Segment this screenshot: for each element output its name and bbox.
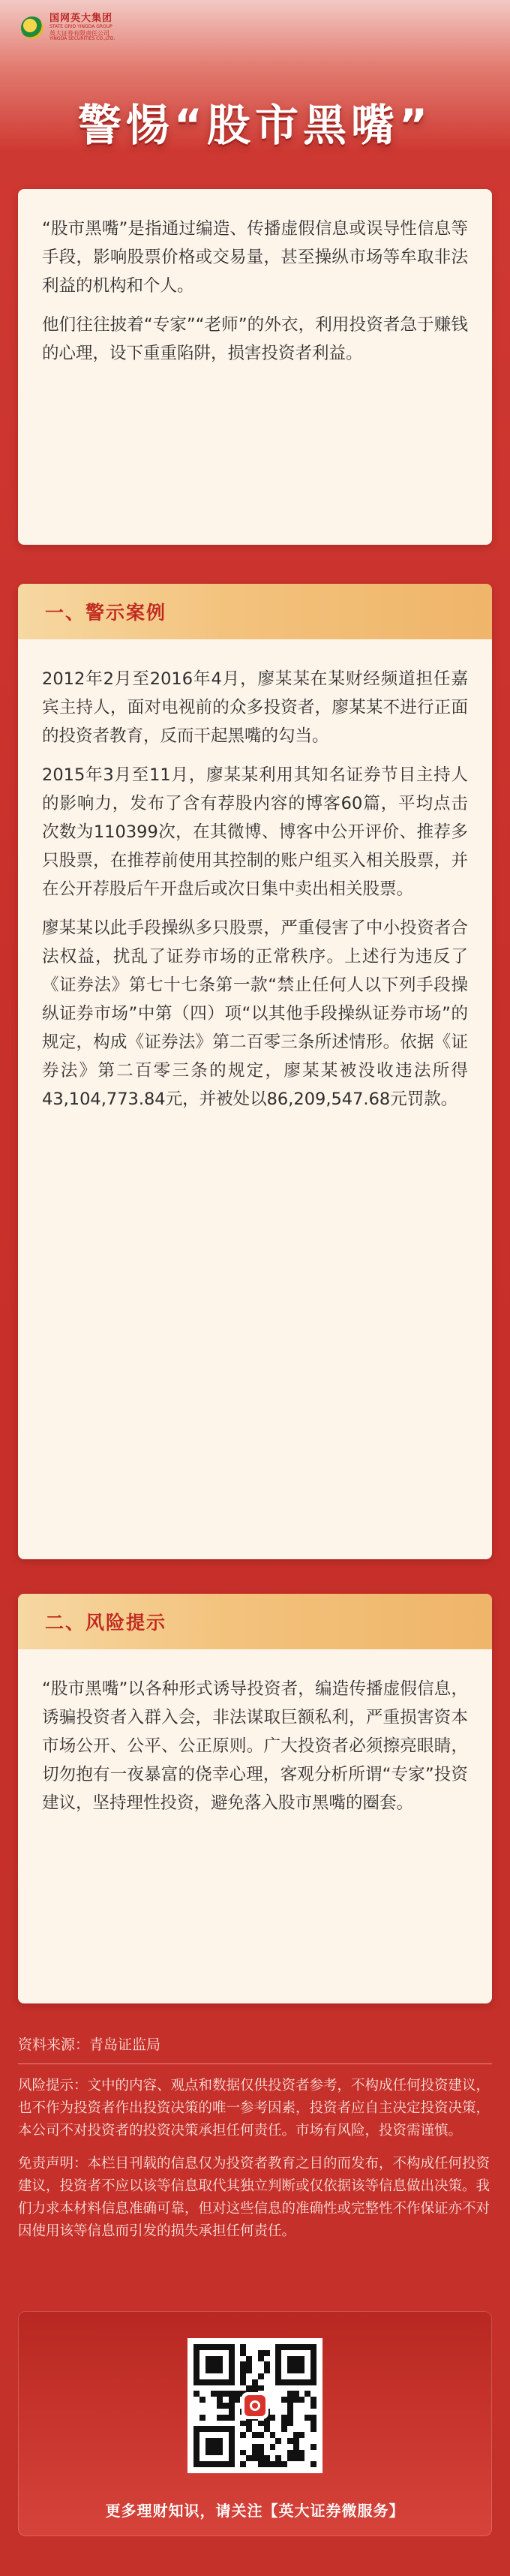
qr-center-logo-icon xyxy=(242,2392,268,2419)
risk-notice: 风险提示：文中的内容、观点和数据仅供投资者参考，不构成任何投资建议，也不作为投资者作出投资决策的唯一参考因素，投资者应自主决定投资决策，本公司不对投资者的投资决策承担任何责任。市场有风险，投资需谨慎。 xyxy=(18,2078,490,2139)
logo-company-name-en: YINGDA SECURITIES CO.,LTD. xyxy=(50,36,116,42)
risk-heading: 二、风险提示 xyxy=(18,1594,492,1649)
follow-prompt: 更多理财知识，请关注【英大证券微服务】 xyxy=(105,2502,405,2520)
company-logo xyxy=(21,14,115,42)
cases-heading: 一、警示案例 xyxy=(18,584,492,639)
case-paragraph: 廖某某以此手段操纵多只股票，严重侵害了中小投资者合法权益，扰乱了证券市场的正常秩序。上述行为违反了《证券法》第七十七条第一款“禁止任何人以下列手段操纵证券市场”中第（四）项“以其他手段操纵证券市场”的规定，构成《证券法》第二百零三条所述情形。依据《证券法》第二百零三条的规定，廖某某被没收违法所得43,104,773.84元，并被处以86,209,547.68元罚款。 xyxy=(42,918,468,1109)
case-paragraph: 2012年2月至2016年4月，廖某某在某财经频道担任嘉宾主持人，面对电视前的众多投资者，廖某某不进行正面的投资者教育，反而干起黑嘴的勾当。 xyxy=(42,669,468,746)
intro-card xyxy=(18,189,492,545)
risk-card xyxy=(18,1594,492,2003)
qr-panel xyxy=(18,2311,492,2536)
risk-paragraph: “股市黑嘴”以各种形式诱导投资者，编造传播虚假信息，诱骗投资者入群入会，非法谋取巨额私利，严重损害资本市场公开、公平、公正原则。广大投资者必须擦亮眼睛，切勿抱有一夜暴富的侥幸心理，客观分析所谓“专家”投资建议，坚持理性投资，避免落入股市黑嘴的圈套。 xyxy=(42,1679,468,1813)
logo-group-name-en: STATE GRID YINGDA GROUP xyxy=(50,23,112,29)
page-title: 警惕“股市黑嘴” xyxy=(77,100,433,151)
cases-card xyxy=(18,584,492,1559)
disclaimer: 免责声明：本栏目刊载的信息仅为投资者教育之目的而发布，不构成任何投资建议，投资者不应以该等信息取代其独立判断或仅依据该等信息做出决策。我们力求本材料信息准确可靠，但对这些信息的准确性或完整性不作保证亦不对因使用该等信息而引发的损失承担任何责任。 xyxy=(18,2156,490,2239)
qr-code-icon[interactable] xyxy=(188,2338,322,2473)
intro-paragraph: “股市黑嘴”是指通过编造、传播虚假信息或误导性信息等手段，影响股票价格或交易量，甚至操纵市场等牟取非法利益的机构和个人。 xyxy=(42,219,468,296)
logo-group-name: 国网英大集团 xyxy=(50,13,113,24)
intro-paragraph: 他们往往披着“专家”“老师”的外衣，利用投资者急于赚钱的心理，设下重重陷阱，损害投资者利益。 xyxy=(42,315,468,363)
header xyxy=(0,0,510,150)
source-note: 资料来源：青岛证监局 xyxy=(18,2036,161,2053)
case-paragraph: 2015年3月至11月，廖某某利用其知名证券节目主持人的影响力，发布了含有荐股内容的博客60篇，平均点击次数为110399次，在其微博、博客中公开评价、推荐多只股票，在推荐前使用其控制的账户组买入相关股票，并在公开荐股后午开盘后或次日集中卖出相关股票。 xyxy=(42,765,468,899)
footer-notes xyxy=(18,2033,492,2253)
logo-emblem-icon xyxy=(21,17,44,39)
logo-company-name: 英大证券有限责任公司 xyxy=(50,29,110,37)
